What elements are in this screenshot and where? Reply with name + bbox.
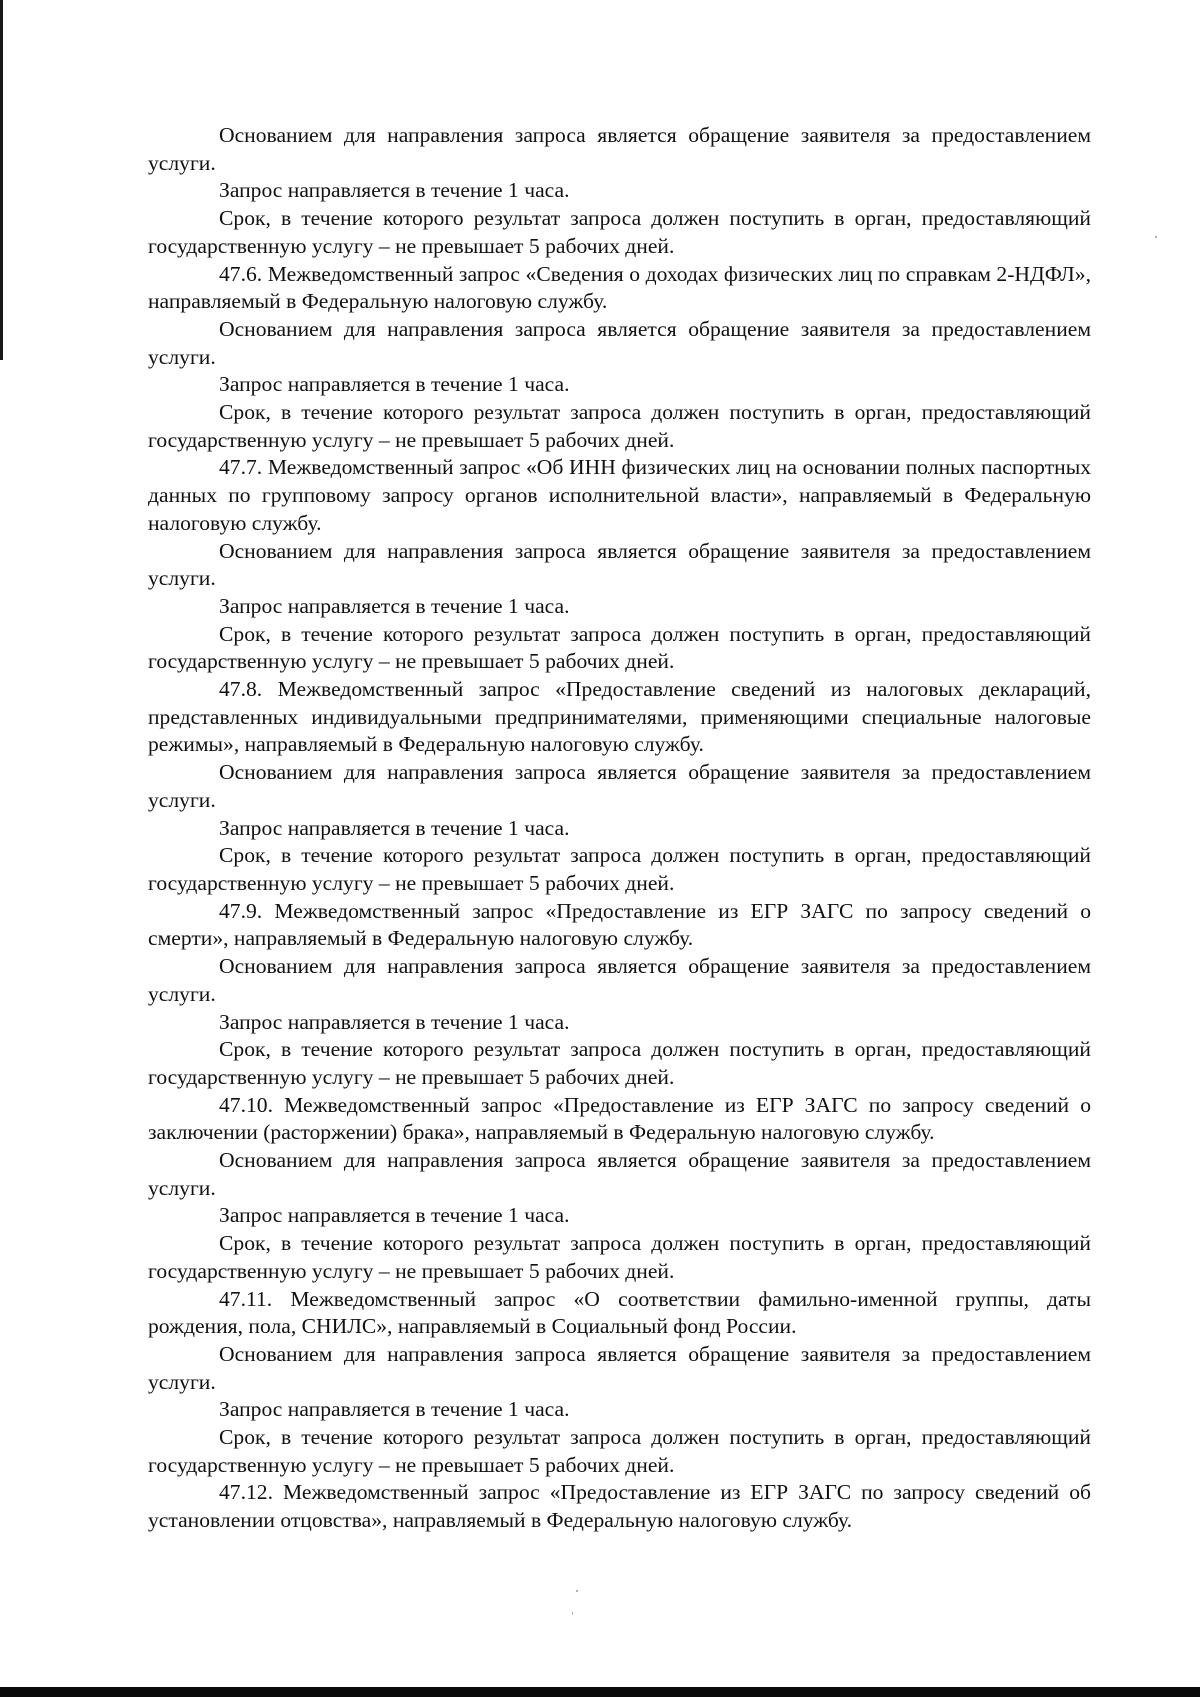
document-body	[148, 122, 1091, 1535]
paragraph: Основанием для направления запроса является обращение заявителя за предоставлением услуги.	[148, 538, 1091, 591]
paragraph: Запрос направляется в течение 1 часа.	[219, 1203, 570, 1228]
paragraph: Основанием для направления запроса является обращение заявителя за предоставлением услуги.	[148, 1148, 1091, 1200]
paragraph: Срок, в течение которого результат запроса должен поступить в орган, предоставляющий государственную услугу – не превышает 5 рабочих дней.	[148, 1231, 1091, 1283]
scan-left-edge	[0, 0, 3, 360]
paragraph: Запрос направляется в течение 1 часа.	[219, 1397, 570, 1422]
paragraph: 47.6. Межведомственный запрос «Сведения о доходах физических лиц по справкам 2-НДФЛ», направляемый в Федеральную налоговую службу.	[148, 261, 1091, 314]
paragraph: 47.12. Межведомственный запрос «Предоставление из ЕГР ЗАГС по запросу сведений об установлении отцовства», направляемый в Федеральную налоговую службу.	[148, 1480, 1091, 1533]
paragraph: Срок, в течение которого результат запроса должен поступить в орган, предоставляющий государственную услугу – не превышает 5 рабочих дней.	[148, 400, 1091, 452]
paragraph: Запрос направляется в течение 1 часа.	[219, 815, 570, 840]
paragraph: Запрос направляется в течение 1 часа.	[219, 178, 570, 203]
scan-speck	[572, 1612, 573, 1615]
scan-bottom-edge	[0, 1687, 1200, 1697]
paragraph: Запрос направляется в течение 1 часа.	[219, 372, 570, 397]
paragraph: Запрос направляется в течение 1 часа.	[219, 1009, 570, 1034]
scan-speck	[576, 1590, 578, 1592]
paragraph: 47.8. Межведомственный запрос «Предоставление сведений из налоговых деклараций, представленных индивидуальными предпринимателями, применяющими специальные налоговые режимы», направляемый в Федеральную налоговую службу.	[148, 677, 1091, 757]
paragraph: Основанием для направления запроса является обращение заявителя за предоставлением услуги.	[148, 760, 1091, 812]
paragraph: Основанием для направления запроса является обращение заявителя за предоставлением услуги.	[148, 954, 1091, 1006]
paragraph: Срок, в течение которого результат запроса должен поступить в орган, предоставляющий государственную услугу – не превышает 5 рабочих дней.	[148, 621, 1091, 674]
paragraph: Основанием для направления запроса является обращение заявителя за предоставлением услуги.	[148, 1341, 1091, 1394]
paragraph: Срок, в течение которого результат запроса должен поступить в орган, предоставляющий государственную услугу – не превышает 5 рабочих дней.	[148, 843, 1091, 895]
paragraph: Срок, в течение которого результат запроса должен поступить в орган, предоставляющий государственную услугу – не превышает 5 рабочих дней.	[148, 1037, 1091, 1089]
paragraph: 47.9. Межведомственный запрос «Предоставление из ЕГР ЗАГС по запросу сведений о смерти», направляемый в Федеральную налоговую службу.	[148, 898, 1091, 951]
paragraph: Основанием для направления запроса является обращение заявителя за предоставлением услуги.	[148, 123, 1091, 175]
paragraph: 47.11. Межведомственный запрос «О соответствии фамильно-именной группы, даты рождения, пола, СНИЛС», направляемый в Социальный фонд России.	[148, 1286, 1091, 1339]
paragraph: 47.10. Межведомственный запрос «Предоставление из ЕГР ЗАГС по запросу сведений о заключении (расторжении) брака», направляемый в Федеральную налоговую службу.	[148, 1092, 1091, 1145]
paragraph: Срок, в течение которого результат запроса должен поступить в орган, предоставляющий государственную услугу – не превышает 5 рабочих дней.	[148, 206, 1091, 258]
paragraph: Срок, в течение которого результат запроса должен поступить в орган, предоставляющий государственную услугу – не превышает 5 рабочих дней.	[148, 1425, 1091, 1477]
paragraph: 47.7. Межведомственный запрос «Об ИНН физических лиц на основании полных паспортных данных по групповому запросу органов исполнительной власти», направляемый в Федеральную налоговую службу.	[148, 455, 1091, 535]
scan-speck	[1155, 236, 1157, 238]
paragraph: Основанием для направления запроса является обращение заявителя за предоставлением услуги.	[148, 316, 1091, 369]
paragraph: Запрос направляется в течение 1 часа.	[219, 593, 570, 618]
